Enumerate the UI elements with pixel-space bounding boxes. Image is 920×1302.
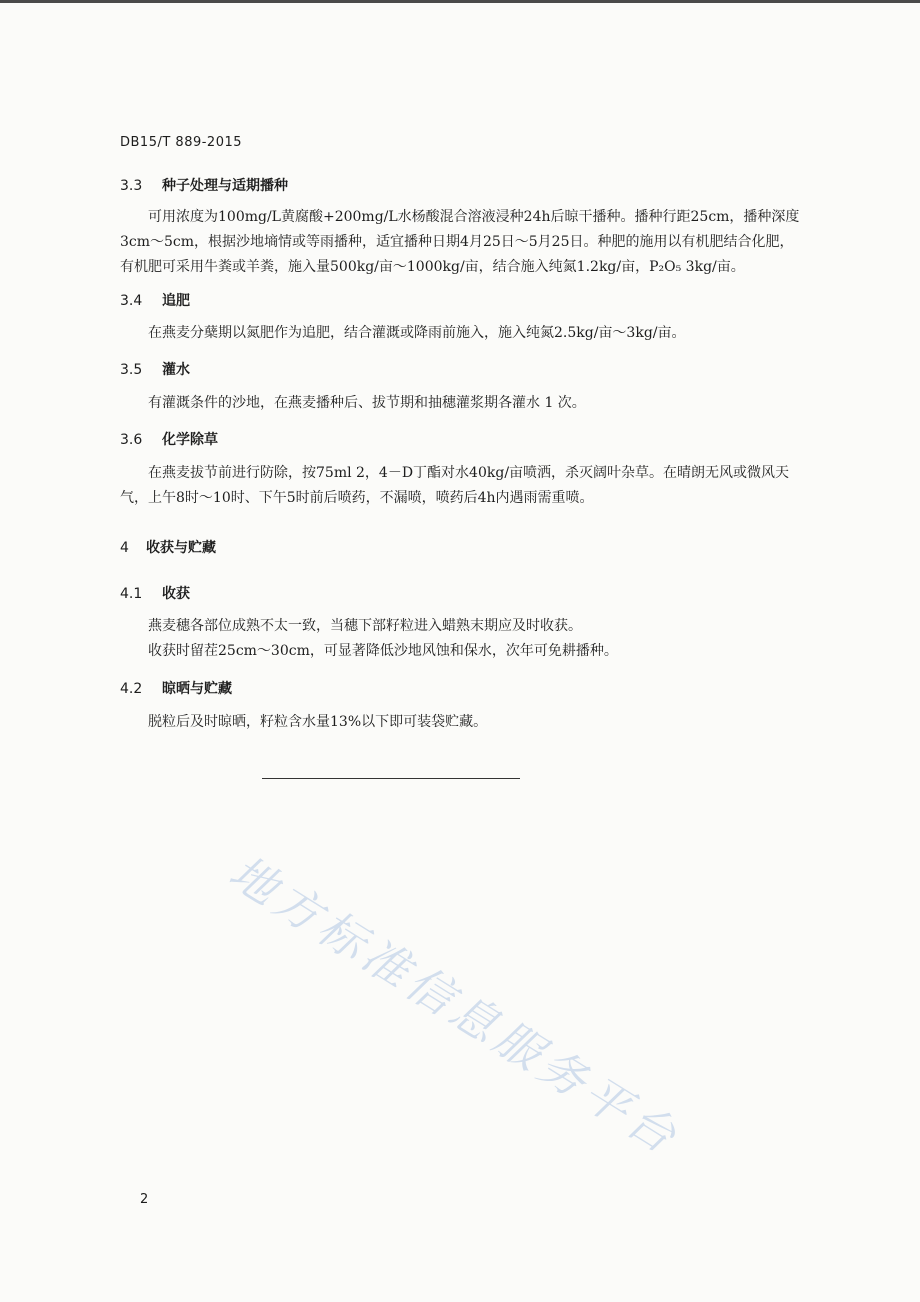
section-heading-3-4 [120, 290, 190, 310]
paragraph-weeding: 在燕麦拔节前进行防除，按75ml 2，4－D丁酯对水40kg/亩喷洒，杀灭阔叶杂草。在晴朗无风或微风天气，上午8时～10时、下午5时前后喷药，不漏喷，喷药后4h内遇雨需重喷。 [120, 465, 790, 506]
paragraph-harvest-2: 收获时留茬25cm～30cm，可显著降低沙地风蚀和保水，次年可免耕播种。 [148, 643, 618, 659]
top-border [0, 0, 920, 3]
section-heading-4-1 [120, 583, 190, 603]
section-title: 追肥 [162, 293, 190, 309]
paragraph-harvest-1: 燕麦穗各部位成熟不太一致，当穗下部籽粒进入蜡熟末期应及时收获。 [148, 618, 582, 634]
section-heading-3-5 [120, 359, 190, 379]
section-heading-4-2 [120, 678, 232, 698]
chapter-heading-4 [120, 537, 216, 557]
paragraph-irrigation: 有灌溉条件的沙地，在燕麦播种后、拔节期和抽穗灌浆期各灌水 1 次。 [148, 395, 586, 411]
section-heading-3-6 [120, 429, 218, 449]
paragraph-drying-storage: 脱粒后及时晾晒，籽粒含水量13%以下即可装袋贮藏。 [148, 714, 488, 730]
section-title: 种子处理与适期播种 [162, 178, 288, 194]
page-number: 2 [140, 1192, 149, 1207]
section-heading-3-3 [120, 175, 288, 195]
section-number: 3.4 [120, 293, 143, 309]
section-number: 3.3 [120, 178, 143, 194]
chapter-title: 收获与贮藏 [146, 540, 216, 556]
section-number: 3.6 [120, 432, 143, 448]
section-number: 4.1 [120, 586, 143, 602]
section-title: 灌水 [162, 362, 190, 378]
watermark-text: 地方标准信息服务平台 [220, 844, 690, 1166]
chapter-number: 4 [120, 540, 129, 556]
document-code: DB15/T 889-2015 [120, 135, 243, 150]
paragraph-seed-treatment: 可用浓度为100mg/L黄腐酸+200mg/L水杨酸混合溶液浸种24h后晾干播种。播种行距25cm，播种深度3cm～5cm，根据沙地墒情或等雨播种，适宜播种日期4月25日～5月25日。种肥的施用以有机肥结合化肥，有机肥可采用牛粪或羊粪，施入量500kg/亩～1000kg/亩，结合施入纯氮1.2kg/亩，P₂O₅ 3kg/亩。 [120, 209, 800, 275]
section-number: 4.2 [120, 681, 143, 697]
section-number: 3.5 [120, 362, 143, 378]
paragraph-top-dressing: 在燕麦分蘖期以氮肥作为追肥，结合灌溉或降雨前施入，施入纯氮2.5kg/亩～3kg/亩。 [148, 325, 686, 341]
end-of-document-rule [262, 778, 520, 779]
section-title: 化学除草 [162, 432, 218, 448]
section-title: 晾晒与贮藏 [162, 681, 232, 697]
section-title: 收获 [162, 586, 190, 602]
